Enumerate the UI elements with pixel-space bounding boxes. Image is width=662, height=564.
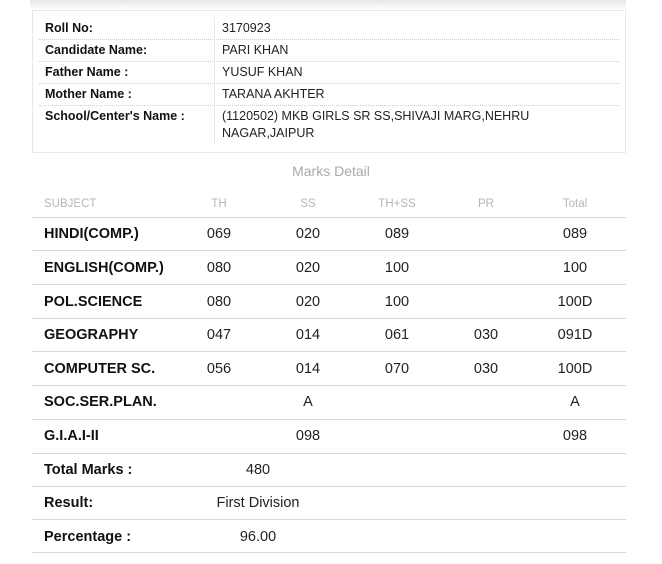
- marks-detail-title: Marks Detail: [292, 163, 370, 179]
- total-mark: 091D: [557, 327, 593, 343]
- mother-name-value: TARANA AKHTER: [222, 87, 325, 101]
- pr-mark: 030: [473, 327, 499, 343]
- total-mark: A: [570, 394, 580, 410]
- percentage-label: Percentage :: [44, 529, 132, 545]
- school-row: [39, 105, 619, 145]
- father-name-value: YUSUF KHAN: [222, 65, 303, 79]
- ss-mark: 020: [295, 226, 321, 242]
- header-th: TH: [211, 198, 227, 210]
- roll-row: [39, 17, 619, 40]
- thss-mark: 061: [384, 327, 410, 343]
- candidate-info-panel: [32, 10, 626, 153]
- header-thss: TH+SS: [378, 198, 416, 210]
- header-ss: SS: [300, 198, 316, 210]
- percentage-value: 96.00: [239, 529, 277, 545]
- father-name-label: Father Name :: [39, 61, 215, 83]
- total-mark: 100D: [557, 294, 593, 310]
- mother-name-row: [39, 83, 619, 106]
- th-mark: 056: [206, 361, 232, 377]
- th-mark: 047: [206, 327, 232, 343]
- school-value: [215, 105, 619, 145]
- total-marks-value: 480: [245, 462, 271, 478]
- school-label: School/Center's Name :: [39, 105, 215, 145]
- subject-name: SOC.SER.PLAN.: [44, 394, 157, 410]
- candidate-name-label: Candidate Name:: [39, 39, 215, 61]
- ss-mark: 020: [295, 294, 321, 310]
- th-mark: 069: [206, 226, 232, 242]
- header-pr: PR: [478, 198, 494, 210]
- father-name-row: [39, 61, 619, 84]
- result-label: Result:: [44, 495, 94, 511]
- candidate-name-row: [39, 39, 619, 62]
- ss-mark: A: [303, 394, 313, 410]
- pr-mark: 030: [473, 361, 499, 377]
- school-value-line1: (1120502) MKB GIRLS SR SS,SHIVAJI MARG,NEHRU: [222, 109, 530, 123]
- header-subject: SUBJECT: [44, 198, 97, 210]
- total-mark: 089: [562, 226, 588, 242]
- ss-mark: 014: [295, 361, 321, 377]
- result-row: [32, 486, 626, 520]
- subject-name: HINDI(COMP.): [44, 226, 139, 242]
- total-mark: 098: [562, 428, 588, 444]
- th-mark: 080: [206, 260, 232, 276]
- roll-value: 3170923: [222, 21, 271, 35]
- thss-mark: 100: [384, 260, 410, 276]
- ss-mark: 098: [295, 428, 321, 444]
- subject-name: GEOGRAPHY: [44, 327, 139, 343]
- thss-mark: 100: [384, 294, 410, 310]
- table-row: [32, 419, 626, 454]
- ss-mark: 014: [295, 327, 321, 343]
- total-marks-label: Total Marks :: [44, 462, 133, 478]
- header-total: Total: [562, 198, 588, 210]
- total-mark: 100: [562, 260, 588, 276]
- result-value: First Division: [216, 495, 300, 511]
- subject-name: ENGLISH(COMP.): [44, 260, 164, 276]
- th-mark: 080: [206, 294, 232, 310]
- mother-name-label: Mother Name :: [39, 83, 215, 105]
- total-mark: 100D: [557, 361, 593, 377]
- subject-name: G.I.A.I-II: [44, 428, 99, 444]
- top-shadow: [30, 0, 626, 10]
- subject-name: COMPUTER SC.: [44, 361, 156, 377]
- candidate-name-value: PARI KHAN: [222, 43, 289, 57]
- school-value-line2: NAGAR,JAIPUR: [222, 126, 315, 140]
- thss-mark: 089: [384, 226, 410, 242]
- ss-mark: 020: [295, 260, 321, 276]
- subject-name: POL.SCIENCE: [44, 294, 143, 310]
- roll-label: Roll No:: [39, 17, 215, 39]
- marks-header-row: [32, 183, 626, 218]
- thss-mark: 070: [384, 361, 410, 377]
